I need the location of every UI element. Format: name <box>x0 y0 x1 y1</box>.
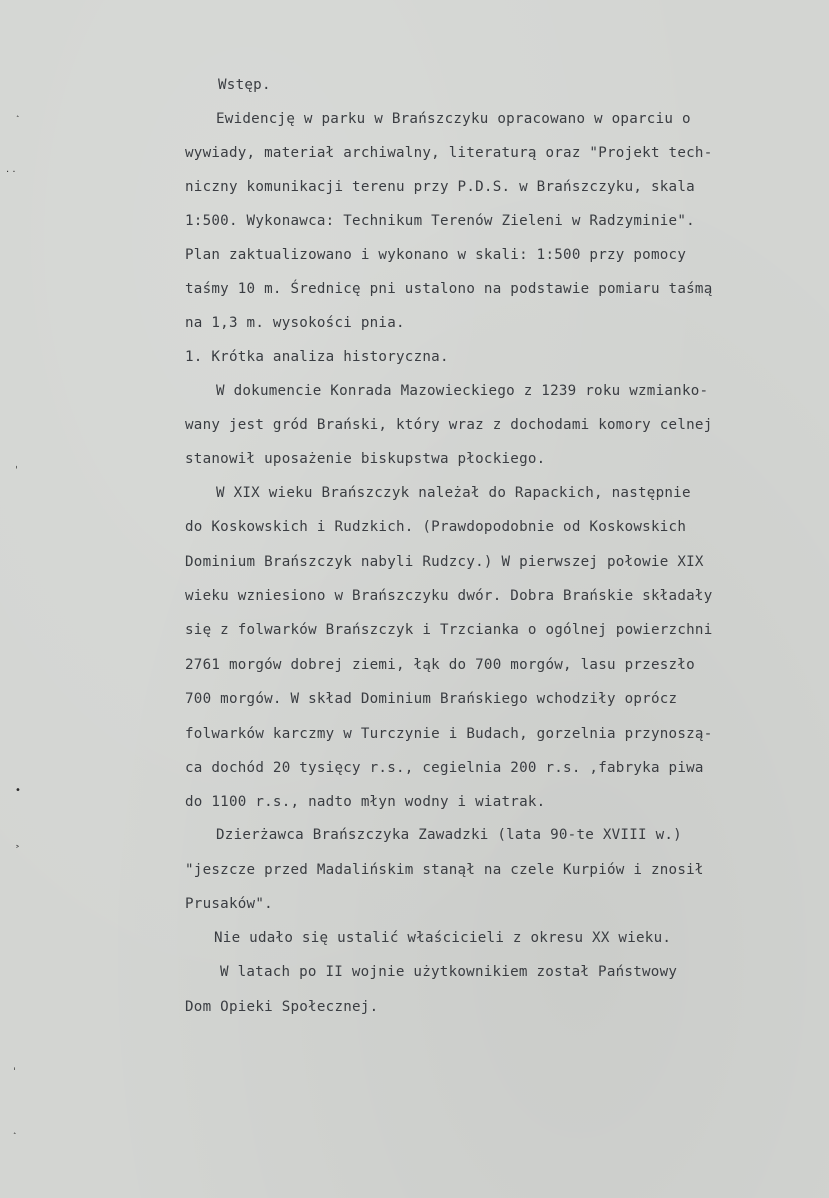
text-line: taśmy 10 m. Średnicę pni ustalono na podstawie pomiaru taśmą <box>185 281 713 297</box>
margin-mark: · · <box>6 167 16 178</box>
text-line: się z folwarków Brańszczyk i Trzcianka o ogólnej powierzchni <box>185 622 713 638</box>
text-line: ca dochód 20 tysięcy r.s., cegielnia 200 r.s. ,fabryka piwa <box>185 760 704 776</box>
margin-mark: ˃ <box>15 845 20 856</box>
text-line: W XIX wieku Brańszczyk należał do Rapackich, następnie <box>216 485 691 501</box>
text-line: 1:500. Wykonawca: Technikum Terenów Zieleni w Radzyminie". <box>185 213 695 229</box>
text-line: 700 morgów. W skład Dominium Brańskiego wchodziły oprócz <box>185 691 678 707</box>
margin-mark: ˈ <box>13 1067 16 1078</box>
text-line: Prusaków". <box>185 896 273 912</box>
margin-mark: ˌ <box>15 459 18 470</box>
text-line: wywiady, materiał archiwalny, literaturą oraz "Projekt tech- <box>185 145 713 161</box>
section-heading: 1. Krótka analiza historyczna. <box>185 349 449 365</box>
text-line: W dokumencie Konrada Mazowieckiego z 1239 roku wzmianko- <box>216 383 709 399</box>
text-line: do 1100 r.s., nadto młyn wodny i wiatrak. <box>185 794 546 810</box>
margin-mark: • <box>15 785 21 796</box>
text-line: 2761 morgów dobrej ziemi, łąk do 700 morgów, lasu przeszło <box>185 657 695 673</box>
text-line: Dzierżawca Brańszczyka Zawadzki (lata 90-te XVIII w.) <box>216 827 682 843</box>
text-line: do Koskowskich i Rudzkich. (Prawdopodobnie od Koskowskich <box>185 519 687 535</box>
text-line: Ewidencję w parku w Brańszczyku opracowano w oparciu o <box>216 111 691 127</box>
text-line: Plan zaktualizowano i wykonano w skali: 1:500 przy pomocy <box>185 247 687 263</box>
text-line: Dominium Brańszczyk nabyli Rudzcy.) W pierwszej połowie XIX <box>185 554 704 570</box>
text-line: wany jest gród Brański, który wraz z dochodami komory celnej <box>185 417 713 433</box>
text-line: Dom Opieki Społecznej. <box>185 999 379 1015</box>
heading-wstep: Wstęp. <box>218 77 271 93</box>
text-line: folwarków karczmy w Turczynie i Budach, gorzelnia przynoszą- <box>185 726 713 742</box>
text-line: wieku wzniesiono w Brańszczyku dwór. Dobra Brańskie składały <box>185 588 713 604</box>
text-line: "jeszcze przed Madalińskim stanął na czele Kurpiów i znosił <box>185 862 704 878</box>
text-line: na 1,3 m. wysokości pnia. <box>185 315 405 331</box>
text-line: Nie udało się ustalić właścicieli z okresu XX wieku. <box>214 930 672 946</box>
text-line: stanowił uposażenie biskupstwa płockiego. <box>185 451 546 467</box>
margin-mark: ˰ <box>13 1124 17 1135</box>
margin-mark: ˰ <box>16 107 20 118</box>
text-line: niczny komunikacji terenu przy P.D.S. w Brańszczyku, skala <box>185 179 695 195</box>
text-line: W latach po II wojnie użytkownikiem został Państwowy <box>220 964 678 980</box>
